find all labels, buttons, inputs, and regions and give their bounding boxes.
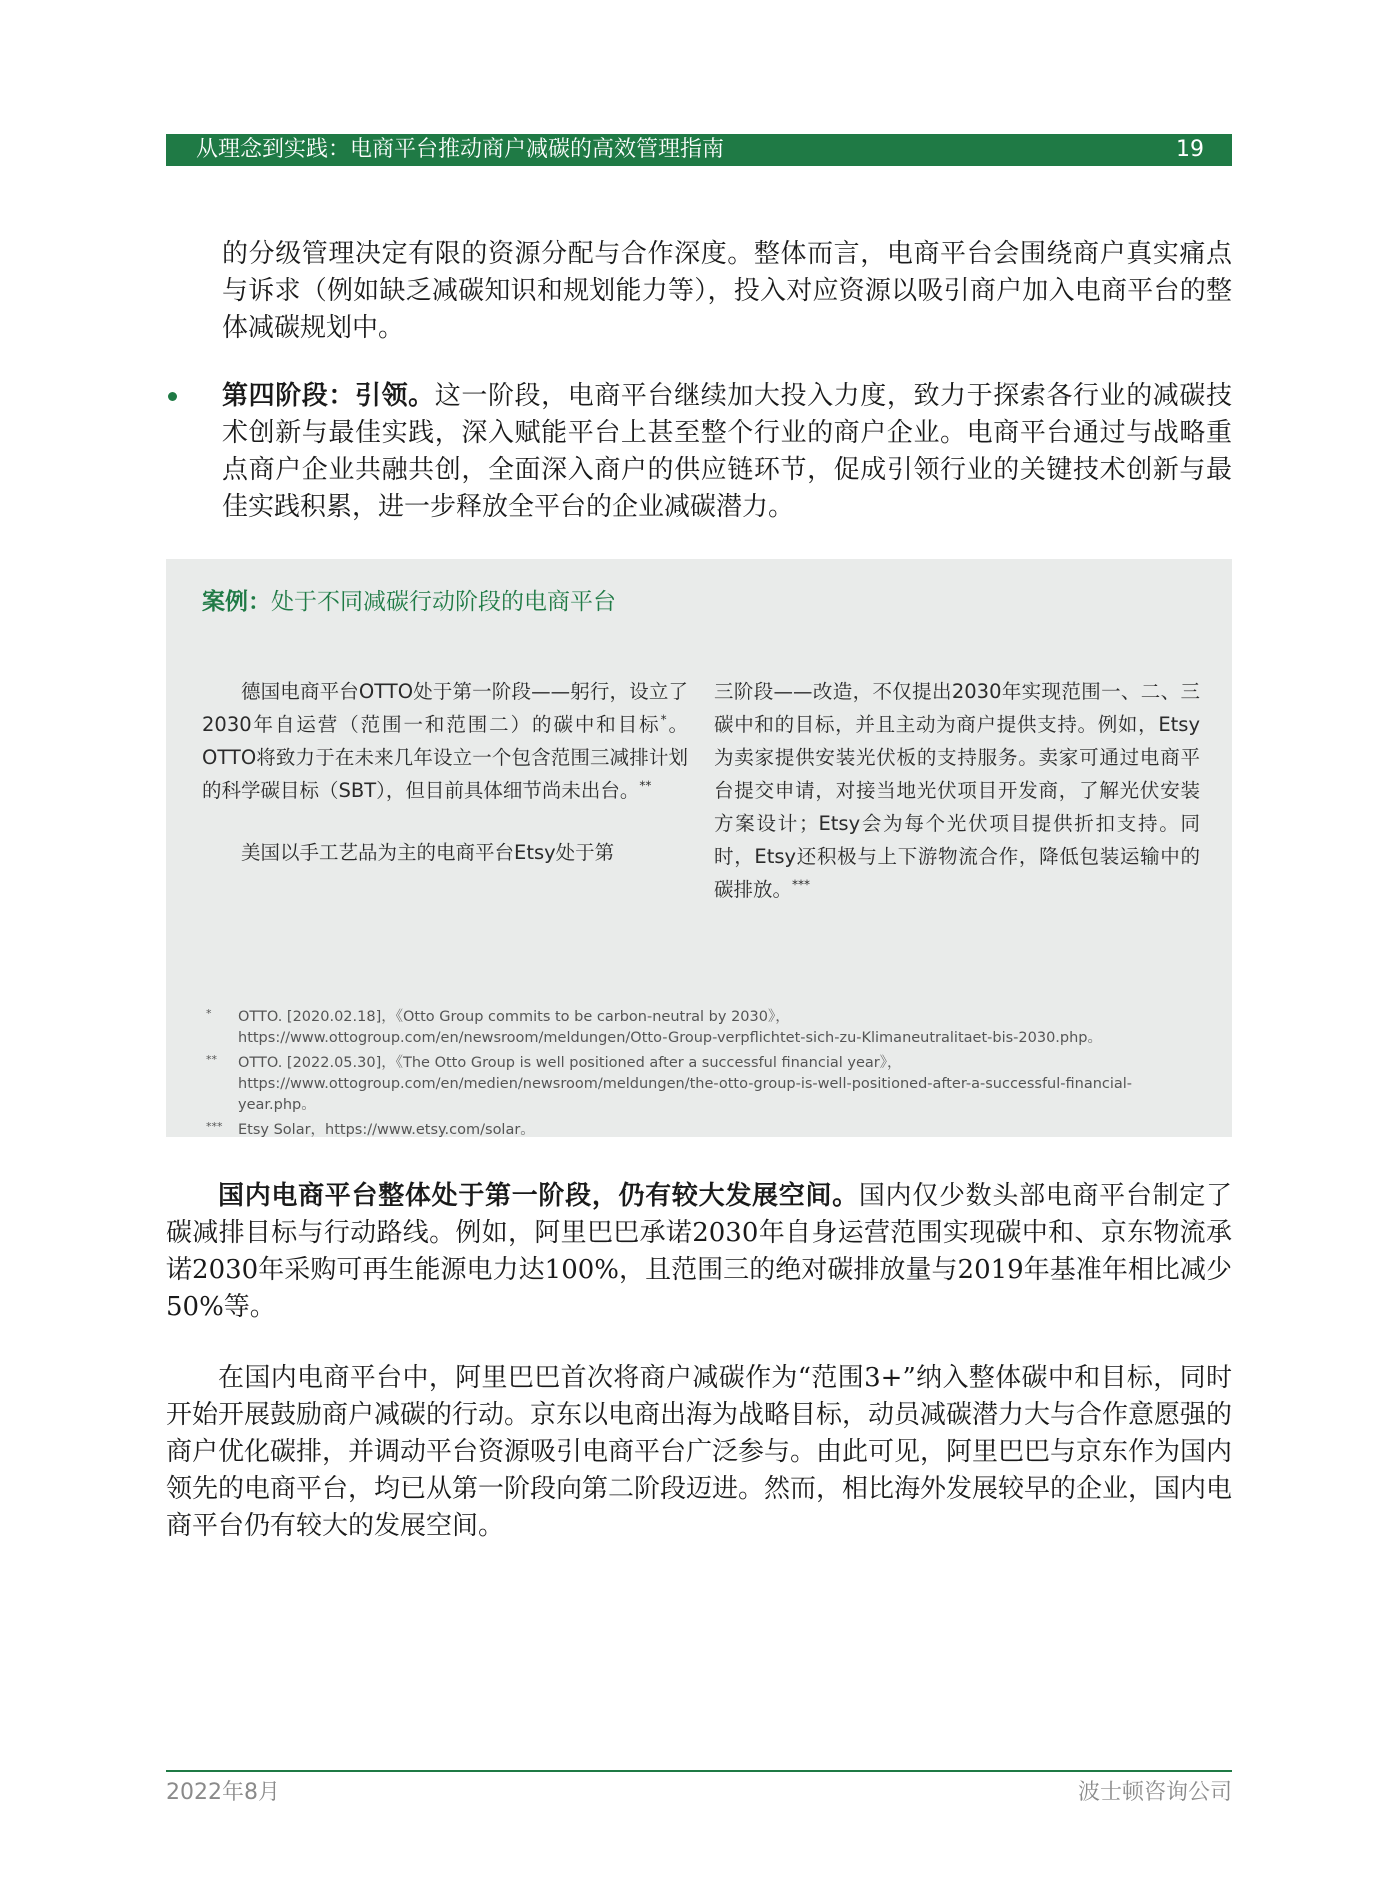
footer-organization: 波士顿咨询公司 — [1077, 1780, 1232, 1805]
case-etsy-text: 三阶段——改造，不仅提出2030年实现范围一、二、三碳中和的目标，并且主动为商户提供支持。例如，Etsy为卖家提供安装光伏板的支持服务。卖家可通过电商平台提交申请，对接当地光伏项目开发商，了解光伏安装方案设计；Etsy会为每个光伏项目提供折扣支持。同时，Etsy还积极与上下游物流合作，降低包装运输中的碳排放。 — [714, 680, 1200, 901]
footer-date: 2022年8月 — [166, 1780, 280, 1805]
domestic-text: 国内仅少数头部电商平台制定了碳减排目标与行动路线。例如，阿里巴巴承诺2030年自身运营范围实现碳中和、京东物流承诺2030年采购可再生能源电力达100%，且范围三的绝对碳排放量与2019年基准年相比减少50%等。 — [166, 1181, 1232, 1322]
footnotes — [206, 1007, 1206, 1145]
footer-divider — [166, 1770, 1232, 1772]
case-etsy-paragraph-start: 美国以手工艺品为主的电商平台Etsy处于第 — [241, 841, 615, 864]
footnote-text: Etsy Solar，https://www.etsy.com/solar。 — [238, 1122, 535, 1138]
stage4-text: 这一阶段，电商平台继续加大投入力度，致力于探索各行业的减碳技术创新与最佳实践，深入赋能平台上甚至整个行业的商户企业。电商平台通过与战略重点商户企业共融共创，全面深入商户的供应链环节，促成引领行业的关键技术创新与最佳实践积累，进一步释放全平台的企业减碳潜力。 — [222, 381, 1232, 522]
case-etsy-paragraph-cont — [714, 675, 1200, 906]
footnote — [206, 1007, 1206, 1049]
domestic-paragraph — [166, 1178, 1232, 1326]
footnote — [206, 1053, 1206, 1116]
case-otto-paragraph — [202, 675, 688, 807]
case-box — [166, 559, 1232, 1137]
domestic-lead: 国内电商平台整体处于第一阶段，仍有较大发展空间。 — [218, 1181, 859, 1211]
case-left-column — [202, 675, 688, 869]
footnote-mark: ** — [206, 1053, 217, 1066]
page-number: 19 — [1176, 137, 1204, 162]
case-otto-text-a: 德国电商平台OTTO处于第一阶段——躬行，设立了2030年自运营（范围一和范围二）的碳中和目标 — [202, 680, 688, 736]
footnote-mark: * — [206, 1007, 212, 1020]
footnote-ref-1: * — [660, 712, 667, 727]
case-title-text: 处于不同减碳行动阶段的电商平台 — [271, 589, 616, 615]
case-title-label: 案例： — [202, 589, 271, 615]
footnote-ref-3: *** — [792, 877, 811, 892]
stage4-label: 第四阶段：引领。 — [222, 381, 435, 411]
bullet-icon — [168, 392, 177, 401]
footnote-ref-2: ** — [639, 778, 652, 793]
footnote — [206, 1120, 1206, 1141]
case-right-column — [714, 675, 1200, 906]
case-otto-text-b: 。OTTO将致力于在未来几年设立一个包含范围三减排计划的科学碳目标（SBT），但目前具体细节尚未出台。 — [202, 713, 688, 802]
case-title — [202, 585, 616, 619]
header-title: 从理念到实践：电商平台推动商户减碳的高效管理指南 — [196, 137, 725, 162]
continuation-paragraph: 的分级管理决定有限的资源分配与合作深度。整体而言，电商平台会围绕商户真实痛点与诉求（例如缺乏减碳知识和规划能力等），投入对应资源以吸引商户加入电商平台的整体减碳规划中。 — [222, 239, 1232, 343]
footnote-text: OTTO. [2020.02.18]，《Otto Group commits to be carbon-neutral by 2030》，https://www.ottogroup.com/en/newsroom/meldungen/Otto-Group-verpflichtet-sich-zu-Klimaneutralitaet-bis-2030.php。 — [238, 1009, 1102, 1046]
alibaba-paragraph: 在国内电商平台中，阿里巴巴首次将商户减碳作为“范围3+”纳入整体碳中和目标，同时开始开展鼓励商户减碳的行动。京东以电商出海为战略目标，动员减碳潜力大与合作意愿强的商户优化碳排，并调动平台资源吸引电商平台广泛参与。由此可见，阿里巴巴与京东作为国内领先的电商平台，均已从第一阶段向第二阶段迈进。然而，相比海外发展较早的企业，国内电商平台仍有较大的发展空间。 — [166, 1363, 1233, 1541]
stage4-paragraph — [222, 378, 1232, 526]
footnote-mark: *** — [206, 1120, 223, 1133]
header-bar — [166, 134, 1232, 166]
footnote-text: OTTO. [2022.05.30]，《The Otto Group is well positioned after a successful financial year》，https://www.ottogroup.com/en/medien/newsroom/meldungen/the-otto-group-is-well-positioned-after-a-successful-financial-year.php。 — [238, 1055, 1133, 1113]
